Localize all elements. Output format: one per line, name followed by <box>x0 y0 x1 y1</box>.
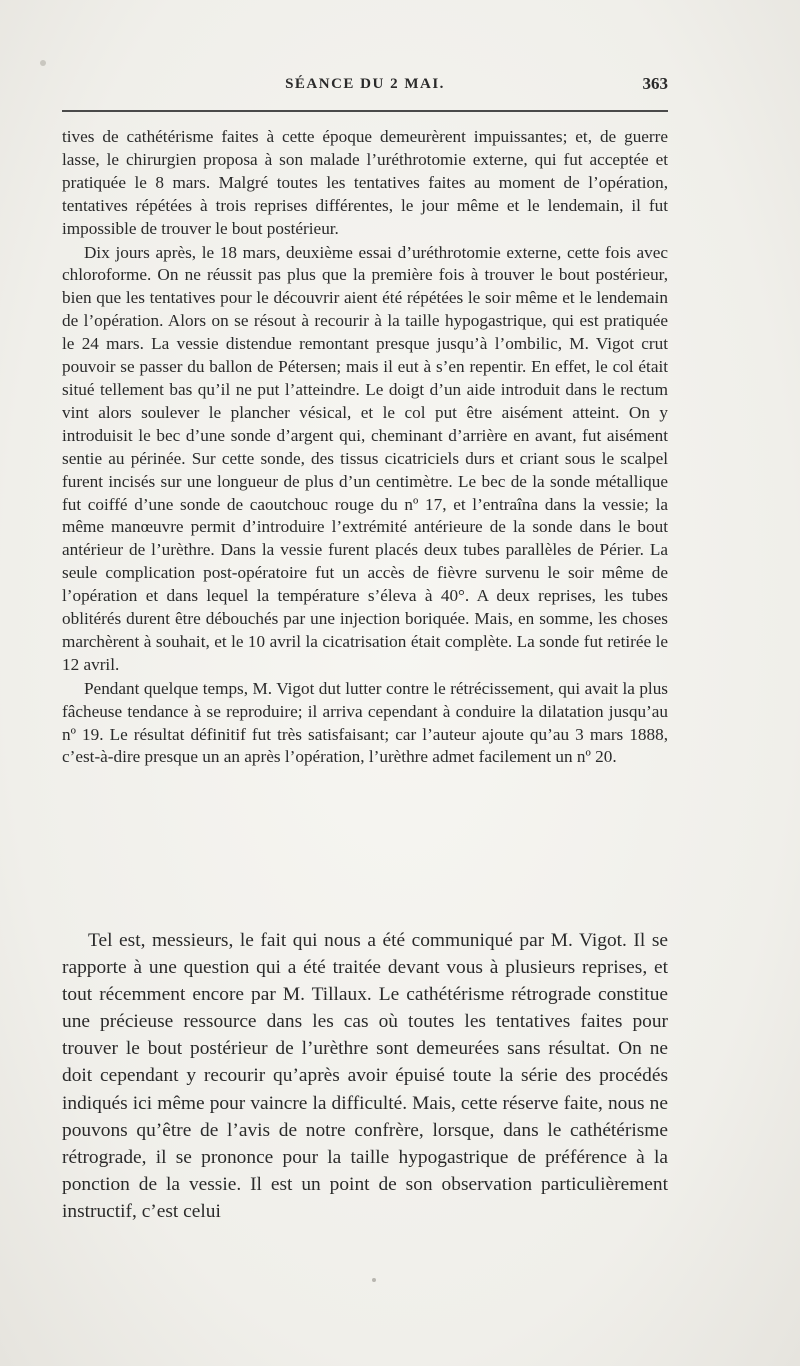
large-print-section <box>62 927 668 1225</box>
paragraph: tives de cathétérisme faites à cette époque demeurèrent impuissantes; et, de guerre lasse, le chirurgien proposa à son malade l’uréthrotomie externe, qui fut acceptée et pratiquée le 8 mars. Malgré toutes les tentatives faites au moment de l’opération, tentatives répétées à trois reprises différentes, le jour même et le lendemain, il fut impossible de trouver le bout postérieur. <box>62 127 668 238</box>
page-number: 363 <box>642 74 668 93</box>
paragraph: Dix jours après, le 18 mars, deuxième essai d’uréthrotomie externe, cette fois avec chloroforme. On ne réussit pas plus que la première fois à trouver le bout postérieur, bien que les tentatives pour le découvrir aient été répétées le soir même et le lendemain de l’opération. Alors on se résout à recourir à la taille hypogastrique, qui est pratiquée le 24 mars. La vessie distendue remontant presque jusqu’à l’ombilic, M. Vigot crut pouvoir se passer du ballon de Pétersen; mais il eut à s’en repentir. En effet, le col était situé tellement bas qu’il ne put l’atteindre. Le doigt d’un aide introduit dans le rectum vint alors soulever le plancher vésical, et le col put être aisément atteint. On y introduisit le bec d’une sonde d’argent qui, cheminant d’arrière en avant, fut aisément sentie au périnée. Sur cette sonde, des tissus cicatriciels durs et criant sous le scalpel furent incisés sur une longueur de plus d’un centimètre. Le bec de la sonde métallique fut coiffé d’une sonde de caoutchouc rouge du nº 17, et l’entraîna dans la vessie; la même manœuvre permit d’introduire l’extrémité antérieure de la sonde dans le bout antérieur de l’urèthre. Dans la vessie furent placés deux tubes parallèles de Périer. La seule complication post-opératoire fut un accès de fièvre survenu le soir même de l’opération et dans lequel la température s’éleva à 40°. A deux reprises, les tubes oblitérés durent être débouchés par une injection boriquée. Mais, en somme, les choses marchèrent à souhait, et le 10 avril la cicatrisation était complète. La sonde fut retirée le 12 avril. <box>62 242 668 674</box>
paragraph: Pendant quelque temps, M. Vigot dut lutter contre le rétrécissement, qui avait la plus fâcheuse tendance à se reproduire; il arriva cependant à conduire la dilatation jusqu’au nº 19. Le résultat définitif fut très satisfaisant; car l’auteur ajoute qu’au 3 mars 1888, c’est-à-dire presque un an après l’opération, l’urèthre admet facilement un nº 20. <box>62 678 668 767</box>
paragraph: Tel est, messieurs, le fait qui nous a été communiqué par M. Vigot. Il se rapporte à une question qui a été traitée devant vous à plusieurs reprises, et tout récemment encore par M. Tillaux. Le cathétérisme rétrograde constitue une précieuse ressource dans les cas où toutes les tentatives faites pour trouver le bout postérieur de l’urèthre sont demeurées sans résultat. On ne doit cependant y recourir qu’après avoir épuisé toute la série des procédés indiqués ici même pour vaincre la difficulté. Mais, cette réserve faite, nous ne pouvons qu’être de l’avis de notre confrère, lorsque, dans le cathétérisme rétrograde, il se prononce pour la taille hypogastrique de préférence à la ponction de la vessie. Il est un point de son observation particulièrement instructif, c’est celui <box>62 930 668 1222</box>
running-title: SÉANCE DU 2 MAI. <box>285 76 445 92</box>
header-rule <box>62 110 668 112</box>
page-header <box>62 76 668 100</box>
paper-speck <box>372 1278 376 1282</box>
paper-speck <box>40 60 46 66</box>
small-print-section <box>62 126 668 769</box>
